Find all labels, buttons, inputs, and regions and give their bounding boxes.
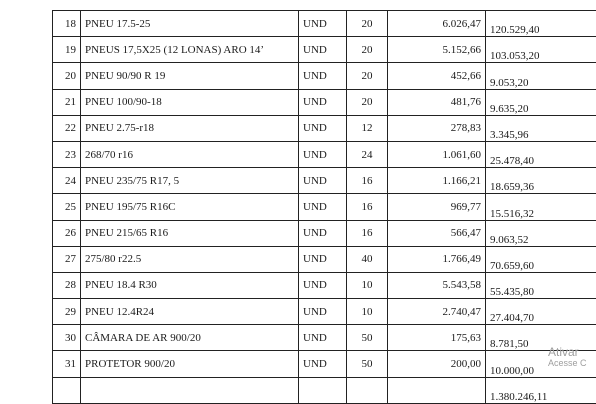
item-quantity-cell: 16 <box>347 168 388 194</box>
total-row <box>53 377 596 403</box>
table-row <box>53 246 596 272</box>
item-number-cell: 30 <box>53 325 81 351</box>
item-quantity-cell: 24 <box>347 141 388 167</box>
item-unit-price-cell: 566,47 <box>388 220 486 246</box>
items-table <box>52 10 596 404</box>
item-quantity-cell: 40 <box>347 246 388 272</box>
item-description-cell: 268/70 r16 <box>81 141 299 167</box>
total-price-cell <box>388 377 486 403</box>
item-total-cell: 15.516,32 <box>486 194 596 220</box>
item-unit-price-cell: 175,63 <box>388 325 486 351</box>
watermark-line-2: Acesse C <box>548 359 587 368</box>
item-quantity-cell: 20 <box>347 89 388 115</box>
table-row <box>53 168 596 194</box>
item-number-cell: 25 <box>53 194 81 220</box>
item-unit-price-cell: 481,76 <box>388 89 486 115</box>
item-unit-cell: UND <box>299 168 347 194</box>
item-unit-cell: UND <box>299 299 347 325</box>
item-unit-cell: UND <box>299 220 347 246</box>
item-number-cell: 18 <box>53 11 81 37</box>
item-number-cell: 19 <box>53 37 81 63</box>
item-number-cell: 22 <box>53 115 81 141</box>
item-unit-cell: UND <box>299 37 347 63</box>
item-unit-cell: UND <box>299 63 347 89</box>
item-total-cell: 9.053,20 <box>486 63 596 89</box>
table-row <box>53 11 596 37</box>
item-quantity-cell: 10 <box>347 299 388 325</box>
item-quantity-cell: 20 <box>347 11 388 37</box>
item-total-cell: 8.781,50 <box>486 325 596 351</box>
item-unit-cell: UND <box>299 89 347 115</box>
item-unit-price-cell: 1.766,49 <box>388 246 486 272</box>
table-row <box>53 325 596 351</box>
item-unit-price-cell: 278,83 <box>388 115 486 141</box>
item-number-cell: 26 <box>53 220 81 246</box>
item-total-cell: 27.404,70 <box>486 299 596 325</box>
item-description-cell: CÂMARA DE AR 900/20 <box>81 325 299 351</box>
item-total-cell: 25.478,40 <box>486 141 596 167</box>
table-row <box>53 194 596 220</box>
item-description-cell: PNEU 215/65 R16 <box>81 220 299 246</box>
item-total-cell: 9.063,52 <box>486 220 596 246</box>
item-unit-price-cell: 1.061,60 <box>388 141 486 167</box>
item-number-cell: 27 <box>53 246 81 272</box>
item-unit-price-cell: 6.026,47 <box>388 11 486 37</box>
total-desc-cell <box>81 377 299 403</box>
item-description-cell: PNEU 100/90-18 <box>81 89 299 115</box>
item-number-cell: 23 <box>53 141 81 167</box>
table-row <box>53 351 596 377</box>
item-total-cell: 10.000,00 <box>486 351 596 377</box>
table-row <box>53 141 596 167</box>
item-unit-price-cell: 1.166,21 <box>388 168 486 194</box>
item-number-cell: 21 <box>53 89 81 115</box>
table-row <box>53 272 596 298</box>
item-unit-cell: UND <box>299 325 347 351</box>
item-total-cell: 120.529,40 <box>486 11 596 37</box>
item-quantity-cell: 10 <box>347 272 388 298</box>
table-row <box>53 220 596 246</box>
table-row <box>53 89 596 115</box>
windows-activation-watermark <box>548 346 587 368</box>
item-quantity-cell: 20 <box>347 37 388 63</box>
item-total-cell: 9.635,20 <box>486 89 596 115</box>
item-quantity-cell: 50 <box>347 325 388 351</box>
item-unit-cell: UND <box>299 246 347 272</box>
item-unit-cell: UND <box>299 272 347 298</box>
item-quantity-cell: 12 <box>347 115 388 141</box>
grand-total-cell: 1.380.246,11 <box>486 377 596 403</box>
item-total-cell: 103.053,20 <box>486 37 596 63</box>
item-number-cell: 28 <box>53 272 81 298</box>
item-total-cell: 3.345,96 <box>486 115 596 141</box>
item-number-cell: 29 <box>53 299 81 325</box>
total-num-cell <box>53 377 81 403</box>
item-unit-price-cell: 200,00 <box>388 351 486 377</box>
item-unit-price-cell: 5.543,58 <box>388 272 486 298</box>
total-unit-cell <box>299 377 347 403</box>
total-qty-cell <box>347 377 388 403</box>
item-quantity-cell: 20 <box>347 63 388 89</box>
item-unit-cell: UND <box>299 11 347 37</box>
item-quantity-cell: 50 <box>347 351 388 377</box>
item-total-cell: 18.659,36 <box>486 168 596 194</box>
item-unit-cell: UND <box>299 115 347 141</box>
item-total-cell: 70.659,60 <box>486 246 596 272</box>
item-unit-cell: UND <box>299 351 347 377</box>
item-description-cell: PNEU 195/75 R16C <box>81 194 299 220</box>
item-unit-cell: UND <box>299 141 347 167</box>
item-description-cell: PNEU 2.75-r18 <box>81 115 299 141</box>
item-unit-cell: UND <box>299 194 347 220</box>
item-description-cell: 275/80 r22.5 <box>81 246 299 272</box>
item-description-cell: PROTETOR 900/20 <box>81 351 299 377</box>
item-unit-price-cell: 452,66 <box>388 63 486 89</box>
item-quantity-cell: 16 <box>347 220 388 246</box>
table-row <box>53 63 596 89</box>
item-number-cell: 31 <box>53 351 81 377</box>
table-row <box>53 37 596 63</box>
item-unit-price-cell: 969,77 <box>388 194 486 220</box>
watermark-line-1: Ativar <box>548 346 587 359</box>
item-description-cell: PNEU 12.4R24 <box>81 299 299 325</box>
item-description-cell: PNEU 18.4 R30 <box>81 272 299 298</box>
item-number-cell: 20 <box>53 63 81 89</box>
item-description-cell: PNEU 17.5-25 <box>81 11 299 37</box>
item-unit-price-cell: 2.740,47 <box>388 299 486 325</box>
item-description-cell: PNEU 235/75 R17, 5 <box>81 168 299 194</box>
item-quantity-cell: 16 <box>347 194 388 220</box>
item-description-cell: PNEUS 17,5X25 (12 LONAS) ARO 14’ <box>81 37 299 63</box>
table-row <box>53 115 596 141</box>
item-total-cell: 55.435,80 <box>486 272 596 298</box>
items-table-body <box>53 11 596 378</box>
item-unit-price-cell: 5.152,66 <box>388 37 486 63</box>
table-row <box>53 299 596 325</box>
item-number-cell: 24 <box>53 168 81 194</box>
item-description-cell: PNEU 90/90 R 19 <box>81 63 299 89</box>
